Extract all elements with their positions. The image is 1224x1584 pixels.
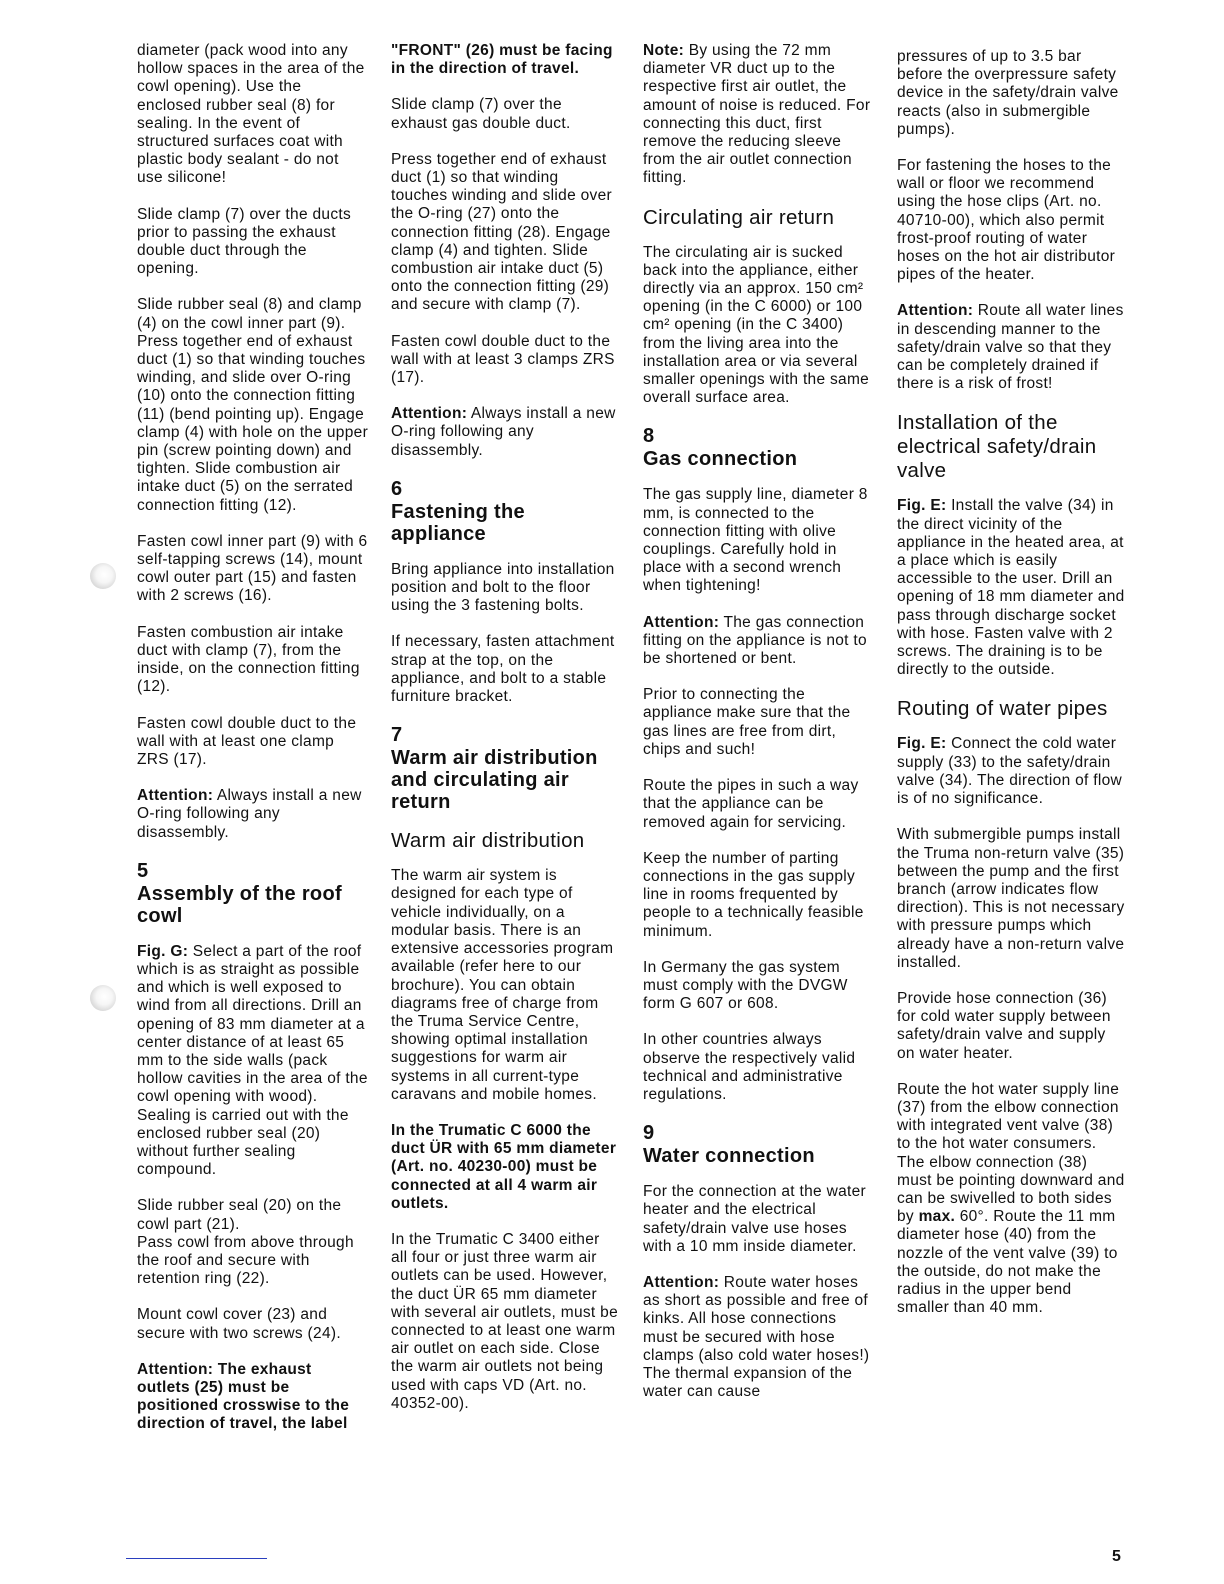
paragraph: Route the pipes in such a way that the appliance can be removed again for servicing. — [643, 777, 859, 831]
paragraph: The gas supply line, diameter 8 mm, is connected to the connection fitting with olive couplings. Carefully hold in place with a second wrench when tightening! — [643, 486, 868, 595]
subheading: Warm air distribution — [391, 829, 585, 853]
note — [643, 42, 873, 188]
paragraph: Keep the number of parting connections in the gas supply line in rooms frequented by people to a technically feasible minimum. — [643, 849, 864, 940]
paragraph: Mount cowl cover (23) and secure with two screws (24). — [137, 1306, 341, 1342]
note-text: The exhaust outlets (25) must be positioned crosswise to the direction of travel, the label — [137, 1360, 350, 1433]
paragraph: Fasten cowl double duct to the wall with at least 3 clamps ZRS (17). — [391, 332, 615, 387]
section-7-heading — [391, 724, 619, 813]
paragraph: In the Trumatic C 6000 the duct ÜR with 65 mm diameter (Art. no. 40230-00) must be connected at all 4 warm air outlets. — [391, 1121, 617, 1212]
note-lead: Note: — [643, 42, 685, 59]
paragraph: In Germany the gas system must comply with the DVGW form G 607 or 608. — [643, 958, 848, 1013]
section-title: Water connection — [643, 1145, 815, 1168]
section-number: 5 — [137, 859, 149, 882]
note-text: The gas connection fitting on the appliance is not to be shortened or bent. — [643, 613, 867, 668]
note-lead: Attention: — [137, 1360, 214, 1378]
paragraph: With submergible pumps install the Truma non-return valve (35) between the pump and the first branch (arrow indicates flow direction). This is not necessary with pressure pumps which already have a non-return valve installed. — [897, 826, 1125, 971]
paragraph: In other countries always observe the respectively valid technical and administrative regulations. — [643, 1031, 856, 1103]
attention-note — [137, 1361, 369, 1434]
section-8-heading — [643, 425, 873, 470]
paragraph: For fastening the hoses to the wall or floor we recommend using the hose clips (Art. no. 40710-00), which also permit frost-proof routing of water hoses on the hot air distributor pipes of the heater. — [897, 157, 1116, 284]
attention-note — [643, 1274, 873, 1401]
section-6-heading — [391, 478, 619, 545]
subheading: Routing of water pipes — [897, 697, 1108, 721]
note-text: Connect the cold water supply (33) to the safety/drain valve (34). The direction of flow is of no significance. — [897, 735, 1122, 808]
paragraph: Slide clamp (7) over the exhaust gas double duct. — [391, 96, 571, 132]
note-text: Route water hoses as short as possible and free of kinks. All hose connections must be secured with hose clamps (also cold water hoses!) The thermal expansion of the water can cause — [643, 1273, 870, 1401]
paragraph: Slide clamp (7) over the ducts prior to passing the exhaust double duct through the opening. — [137, 205, 352, 278]
attention-note — [897, 302, 1125, 393]
note-text: Select a part of the roof which is as straight as possible and which is well exposed to wind from all directions. Drill an opening of 83 mm diameter at a center distance of at least 65 mm to the side walls (pack hollow cavities in the area of the cowl opening with wood). Sealing is carried out with the enclosed rubber seal (20) without further sealing compound. — [137, 942, 368, 1179]
figure-note — [897, 735, 1125, 808]
section-title: Fastening the appliance — [391, 500, 525, 545]
paragraph: Slide rubber seal (8) and clamp (4) on the cowl inner part (9). Press together end of exhaust duct (1) so that winding touches winding, and slide over O-ring (10) onto the connection fitting (11) (bend pointing up). Engage clamp (4) with hole on the upper pin (screw pointing down) and tighten. Slide combustion air intake duct (5) on the serrated connection fitting (12). — [137, 296, 369, 514]
note-text: Install the valve (34) in the direct vicinity of the appliance in the heated area, at a place which is easily accessible to the user. Drill an opening of 18 mm diameter and pass through discharge socket with hose. Fasten valve with 2 screws. The draining is to be directly to the outside. — [897, 497, 1125, 679]
paragraph: Prior to connecting the appliance make sure that the gas lines are free from dirt, chips and such! — [643, 686, 851, 758]
section-title: Warm air distribution and circulating air return — [391, 747, 598, 814]
note-lead: Attention: — [897, 302, 974, 320]
paragraph: In the Trumatic C 3400 either all four or just three warm air outlets can be used. However, the duct ÜR 65 mm diameter with several air outlets, must be connected to at least one warm air outlet on each side. Close the warm air outlets not being used with caps VD (Art. no. 40352-00). — [391, 1230, 618, 1412]
section-number: 6 — [391, 477, 403, 500]
note-lead: Fig. E: — [897, 497, 947, 515]
note-text: Always install a new O-ring following any disassembly. — [391, 405, 616, 459]
text-run-bold: max. — [918, 1208, 956, 1226]
section-number: 9 — [643, 1122, 655, 1145]
paragraph: The warm air system is designed for each type of vehicle individually, on a modular basis. There is an extensive accessories program available (refer here to our brochure). You can obtain diagrams free of charge from the Truma Service Centre, showing optimal installation suggestions for warm air systems in all current-type caravans and mobile homes. — [391, 867, 614, 1103]
paragraph: Fasten combustion air intake duct with clamp (7), from the inside, on the connection fitting (12). — [137, 623, 360, 696]
attention-note — [137, 787, 369, 842]
column-2 — [391, 42, 619, 1431]
paragraph: Slide rubber seal (20) on the cowl part (21). — [137, 1197, 342, 1233]
note-text: Route all water lines in descending manner to the safety/drain valve so that they can be completely drained if there is a risk of frost! — [897, 302, 1124, 393]
binder-hole-bottom — [90, 985, 116, 1011]
paragraph: Bring appliance into installation position and bolt to the floor using the 3 fastening bolts. — [391, 560, 615, 615]
note-lead: Attention: — [391, 405, 468, 423]
note-lead: Fig. G: — [137, 942, 189, 960]
attention-note — [643, 614, 873, 669]
column-4 — [897, 48, 1125, 1335]
text-run: Route the hot water supply line (37) from the elbow connection with integrated vent valve (38) to the hot water consumers. The elbow connection (38) must be pointing downward and can be swivelled to both sides by — [897, 1080, 1125, 1226]
section-5-heading — [137, 860, 369, 927]
note-lead: Attention: — [643, 1273, 720, 1291]
paragraph: Pass cowl from above through the roof and secure with retention ring (22). — [137, 1233, 354, 1288]
section-9-heading — [643, 1122, 873, 1167]
binder-hole-top — [90, 563, 116, 589]
paragraph: Press together end of exhaust duct (1) so that winding touches winding and slide over the O-ring (27) onto the connection fitting (28). Engage clamp (4) and tighten. Slide combustion air intake duct (5) onto the connection fitting (29) and secure with clamp (7). — [391, 150, 612, 314]
section-number: 7 — [391, 724, 403, 747]
note-text: By using the 72 mm diameter VR duct up to the respective first air outlet, the amount of noise is reduced. For connecting this duct, first remove the reducing sleeve from the air outlet connection fitting. — [643, 42, 871, 187]
column-3 — [643, 42, 873, 1419]
subheading: Installation of the electrical safety/drain valve — [897, 411, 1097, 483]
subheading: Circulating air return — [643, 205, 835, 229]
paragraph: The circulating air is sucked back into the appliance, either directly via an approx. 150 cm² opening (in the C 6000) or 100 cm² opening (in the C 3400) from the living area into the installation area or via several smaller openings with the same overall surface area. — [643, 243, 870, 407]
paragraph: diameter (pack wood into any hollow spaces in the area of the cowl opening). Use the enclosed rubber seal (8) for sealing. In the event of structured surfaces coat with plastic body sealant - do not use silicone! — [137, 42, 365, 187]
paragraph — [897, 1081, 1125, 1318]
paragraph: If necessary, fasten attachment strap at the top, on the appliance, and bolt to a stable furniture bracket. — [391, 633, 615, 706]
column-1 — [137, 42, 369, 1452]
paragraph: Provide hose connection (36) for cold water supply between safety/drain valve and supply on water heater. — [897, 989, 1111, 1062]
note-lead: Fig. E: — [897, 735, 947, 753]
paragraph: For the connection at the water heater and the electrical safety/drain valve use hoses with a 10 mm inside diameter. — [643, 1183, 866, 1255]
note-text: Always install a new O-ring following any disassembly. — [137, 787, 362, 841]
footer-rule — [126, 1558, 267, 1559]
note-lead: Attention: — [643, 613, 720, 631]
section-number: 8 — [643, 425, 655, 448]
paragraph: Fasten cowl inner part (9) with 6 self-tapping screws (14), mount cowl outer part (15) and fasten with 2 screws (16). — [137, 532, 368, 605]
paragraph: pressures of up to 3.5 bar before the overpressure safety device in the safety/drain valve reacts (also in submergible pumps). — [897, 48, 1119, 138]
attention-note — [391, 405, 619, 460]
section-title: Gas connection — [643, 448, 798, 471]
note-lead: Attention: — [137, 787, 214, 805]
text-run: 60°. Route the 11 mm diameter hose (40) from the nozzle of the vent valve (39) to the outside, do not make the radius in the upper bend smaller than 40 mm. — [897, 1208, 1118, 1317]
figure-note — [897, 497, 1125, 679]
paragraph: "FRONT" (26) must be facing in the direction of travel. — [391, 42, 613, 78]
section-title: Assembly of the roof cowl — [137, 882, 342, 927]
figure-note — [137, 943, 369, 1180]
page-number: 5 — [1112, 1548, 1121, 1565]
paragraph: Fasten cowl double duct to the wall with at least one clamp ZRS (17). — [137, 714, 357, 768]
